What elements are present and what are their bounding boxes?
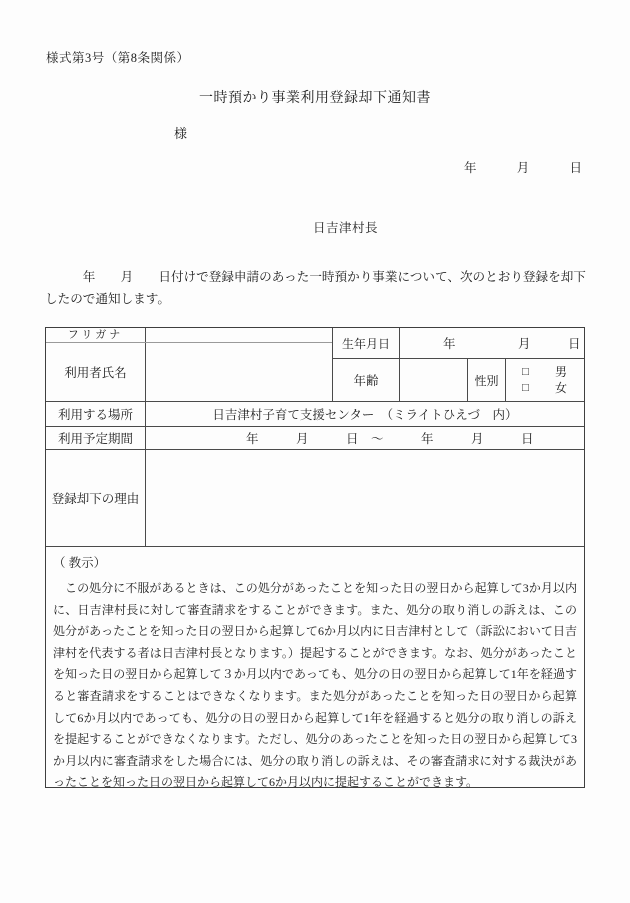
table-row-reason — [46, 449, 584, 546]
age-label: 年齢 — [333, 359, 400, 401]
birth-age-column — [333, 328, 584, 401]
issue-date-day-label: 日 — [569, 161, 582, 175]
legal-notice-heading: （ 教示） — [53, 556, 107, 570]
issuer-name: 日吉津村長 — [313, 221, 379, 235]
male-option-label: 男 — [554, 364, 567, 379]
age-entry-cell — [400, 359, 468, 401]
document-title: 一時預かり事業利用登録却下通知書 — [199, 91, 431, 106]
table-row-name-birth — [46, 328, 584, 401]
table-row-period — [46, 426, 584, 449]
male-checkbox-icon: □ — [522, 366, 529, 378]
birthdate-row — [333, 328, 584, 359]
female-option-label: 女 — [554, 380, 567, 395]
gender-option-male — [506, 365, 584, 380]
furigana-row — [46, 328, 332, 343]
place-value: 日吉津村子育て支援センター （ミライトひえづ 内） — [212, 408, 518, 422]
legal-notice-section — [46, 546, 584, 790]
body-paragraph: 年 月 日付けで登録申請のあった一時預かり事業について、次のとおり登録を却下したので通知します。 — [45, 270, 586, 306]
female-checkbox-icon: □ — [522, 382, 529, 394]
gender-options-cell — [506, 359, 584, 401]
rejection-reason-entry-cell — [146, 450, 584, 546]
period-entry-cell: 年 月 日 ～ 年 月 日 — [246, 432, 534, 446]
issue-date-year-label: 年 — [464, 161, 477, 175]
user-name-entry-cell — [146, 343, 332, 401]
rejection-reason-label: 登録却下の理由 — [46, 450, 146, 546]
application-table — [45, 327, 585, 788]
table-row-place — [46, 401, 584, 426]
legal-notice-paragraph: この処分に不服があるときは、この処分があったことを知った日の翌日から起算して3か月以内に、日吉津村長に対して審査請求をすることができます。また、処分の取り消しの訴えは、この処分があったことを知った日の翌日から起算して6か月以内に日吉津村として（訴訟において日吉津村を代表する者は日吉津村長となります。）提起することができます。なお、処分があったことを知った日の翌日から起算して３か月以内であっても、処分の日の翌日から起算して1年を経過すると審査請求をすることはできなくなります。また処分があったことを知った日の翌日から起算して6か月以内であっても、処分の日の翌日から起算して1年を経過すると処分の取り消しの訴えを提起することができなくなります。ただし、処分のあったことを知った日の翌日から起算して3か月以内に審査請求をした場合には、処分の取り消しの訴えは、その審査請求に対する裁決があったことを知った日の翌日から起算して6か月以内に提起することができます。 — [53, 581, 577, 790]
gender-label: 性別 — [468, 359, 506, 401]
issue-date-month-label: 月 — [516, 161, 530, 175]
period-label: 利用予定期間 — [46, 427, 146, 449]
user-name-label: 利用者氏名 — [46, 343, 146, 401]
name-row — [46, 343, 332, 401]
issue-date-line — [464, 158, 582, 176]
birthdate-label: 生年月日 — [333, 328, 400, 358]
age-gender-row — [333, 359, 584, 401]
place-label: 利用する場所 — [46, 402, 146, 426]
furigana-entry-cell — [146, 328, 332, 342]
form-number: 様式第3号（第8条関係） — [46, 51, 190, 65]
birthdate-entry-cell: 年 月 日 — [443, 337, 581, 351]
name-column — [46, 328, 333, 401]
gender-option-female — [506, 381, 584, 396]
furigana-label: フリガナ — [46, 328, 146, 342]
addressee-suffix: 様 — [174, 126, 188, 141]
